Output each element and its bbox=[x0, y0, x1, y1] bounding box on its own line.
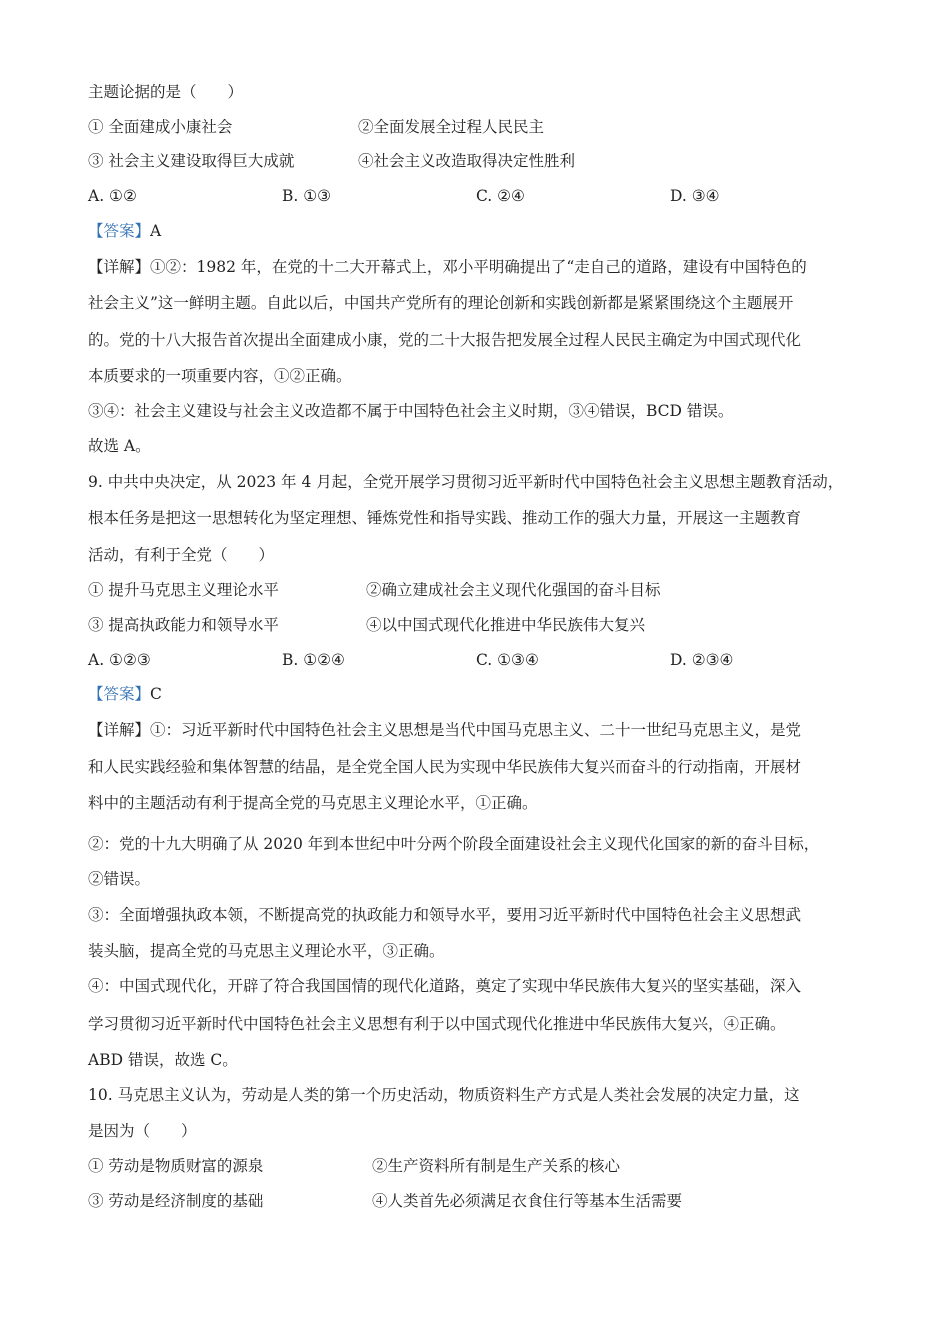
q10-item-4: ④人类首先必须满足衣食住行等基本生活需要 bbox=[372, 1192, 683, 1210]
q8-explanation-line: 本质要求的一项重要内容，①②正确。 bbox=[88, 367, 352, 385]
q9-stem-line: 9. 中共中央决定，从 2023 年 4 月起，全党开展学习贯彻习近平新时代中国特色社会主义思想主题教育活动， bbox=[88, 473, 844, 491]
q8-item-4: ④社会主义改造取得决定性胜利 bbox=[358, 152, 576, 170]
q9-explanation-line: ④：中国式现代化，开辟了符合我国国情的现代化道路，奠定了实现中华民族伟大复兴的坚实基础，深入 bbox=[88, 977, 802, 995]
q8-explanation-line: 故选 A。 bbox=[88, 437, 151, 455]
q8-choice-a: A. ①② bbox=[88, 187, 137, 205]
q8-item-1: ① 全面建成小康社会 bbox=[88, 118, 233, 136]
q9-choice-a: A. ①②③ bbox=[88, 651, 151, 669]
q8-stem-tail: 主题论据的是（ ） bbox=[88, 83, 244, 101]
q9-explanation-line: 【详解】①：习近平新时代中国特色社会主义思想是当代中国马克思主义、二十一世纪马克思主义，是党 bbox=[88, 721, 802, 739]
answer-value: C bbox=[150, 685, 162, 703]
q9-stem-line: 根本任务是把这一思想转化为坚定理想、锤炼党性和指导实践、推动工作的强大力量，开展这一主题教育 bbox=[88, 509, 802, 527]
q9-item-3: ③ 提高执政能力和领导水平 bbox=[88, 616, 279, 634]
q9-item-2: ②确立建成社会主义现代化强国的奋斗目标 bbox=[366, 581, 661, 599]
q8-answer bbox=[88, 221, 161, 241]
q10-stem-line: 是因为（ ） bbox=[88, 1122, 197, 1140]
q10-item-3: ③ 劳动是经济制度的基础 bbox=[88, 1192, 264, 1210]
q8-choice-d: D. ③④ bbox=[670, 187, 720, 205]
q9-choice-c: C. ①③④ bbox=[476, 651, 539, 669]
q10-item-2: ②生产资料所有制是生产关系的核心 bbox=[372, 1157, 621, 1175]
q9-item-1: ① 提升马克思主义理论水平 bbox=[88, 581, 279, 599]
q9-explanation-line: 装头脑，提高全党的马克思主义理论水平，③正确。 bbox=[88, 942, 445, 960]
q9-item-4: ④以中国式现代化推进中华民族伟大复兴 bbox=[366, 616, 646, 634]
q9-explanation-line: ③：全面增强执政本领，不断提高党的执政能力和领导水平，要用习近平新时代中国特色社会主义思想武 bbox=[88, 906, 802, 924]
q10-item-1: ① 劳动是物质财富的源泉 bbox=[88, 1157, 264, 1175]
q9-stem-line: 活动，有利于全党（ ） bbox=[88, 546, 275, 564]
answer-label: 【答案】 bbox=[88, 685, 151, 703]
q9-explanation-line: 料中的主题活动有利于提高全党的马克思主义理论水平，①正确。 bbox=[88, 794, 538, 812]
answer-value: A bbox=[150, 222, 162, 240]
answer-label: 【答案】 bbox=[88, 222, 151, 240]
q8-explanation-line: 的。党的十八大报告首次提出全面建成小康，党的二十大报告把发展全过程人民民主确定为中国式现代化 bbox=[88, 331, 802, 349]
q8-explanation-line: 社会主义”这一鲜明主题。自此以后，中国共产党所有的理论创新和实践创新都是紧紧围绕这个主题展开 bbox=[88, 294, 794, 312]
q9-explanation-line: 和人民实践经验和集体智慧的结晶，是全党全国人民为实现中华民族伟大复兴而奋斗的行动指南，开展材 bbox=[88, 758, 802, 776]
q8-item-3: ③ 社会主义建设取得巨大成就 bbox=[88, 152, 295, 170]
q10-stem-line: 10. 马克思主义认为，劳动是人类的第一个历史活动，物质资料生产方式是人类社会发展的决定力量，这 bbox=[88, 1086, 800, 1104]
q9-explanation-line: ABD 错误，故选 C。 bbox=[88, 1051, 238, 1069]
q8-explanation-line: ③④：社会主义建设与社会主义改造都不属于中国特色社会主义时期，③④错误，BCD 错误。 bbox=[88, 402, 734, 420]
q9-choice-b: B. ①②④ bbox=[282, 651, 345, 669]
q8-choice-b: B. ①③ bbox=[282, 187, 332, 205]
q9-explanation-line: ②错误。 bbox=[88, 870, 151, 888]
q8-explanation-line: 【详解】①②：1982 年，在党的十二大开幕式上，邓小平明确提出了“走自己的道路，建设有中国特色的 bbox=[88, 258, 807, 276]
q8-choice-c: C. ②④ bbox=[476, 187, 525, 205]
q8-item-2: ②全面发展全过程人民民主 bbox=[358, 118, 545, 136]
q9-answer bbox=[88, 684, 162, 704]
q9-explanation-line: 学习贯彻习近平新时代中国特色社会主义思想有利于以中国式现代化推进中华民族伟大复兴，④正确。 bbox=[88, 1015, 786, 1033]
q9-explanation-line: ②：党的十九大明确了从 2020 年到本世纪中叶分两个阶段全面建设社会主义现代化国家的新的奋斗目标， bbox=[88, 835, 820, 853]
q9-choice-d: D. ②③④ bbox=[670, 651, 734, 669]
